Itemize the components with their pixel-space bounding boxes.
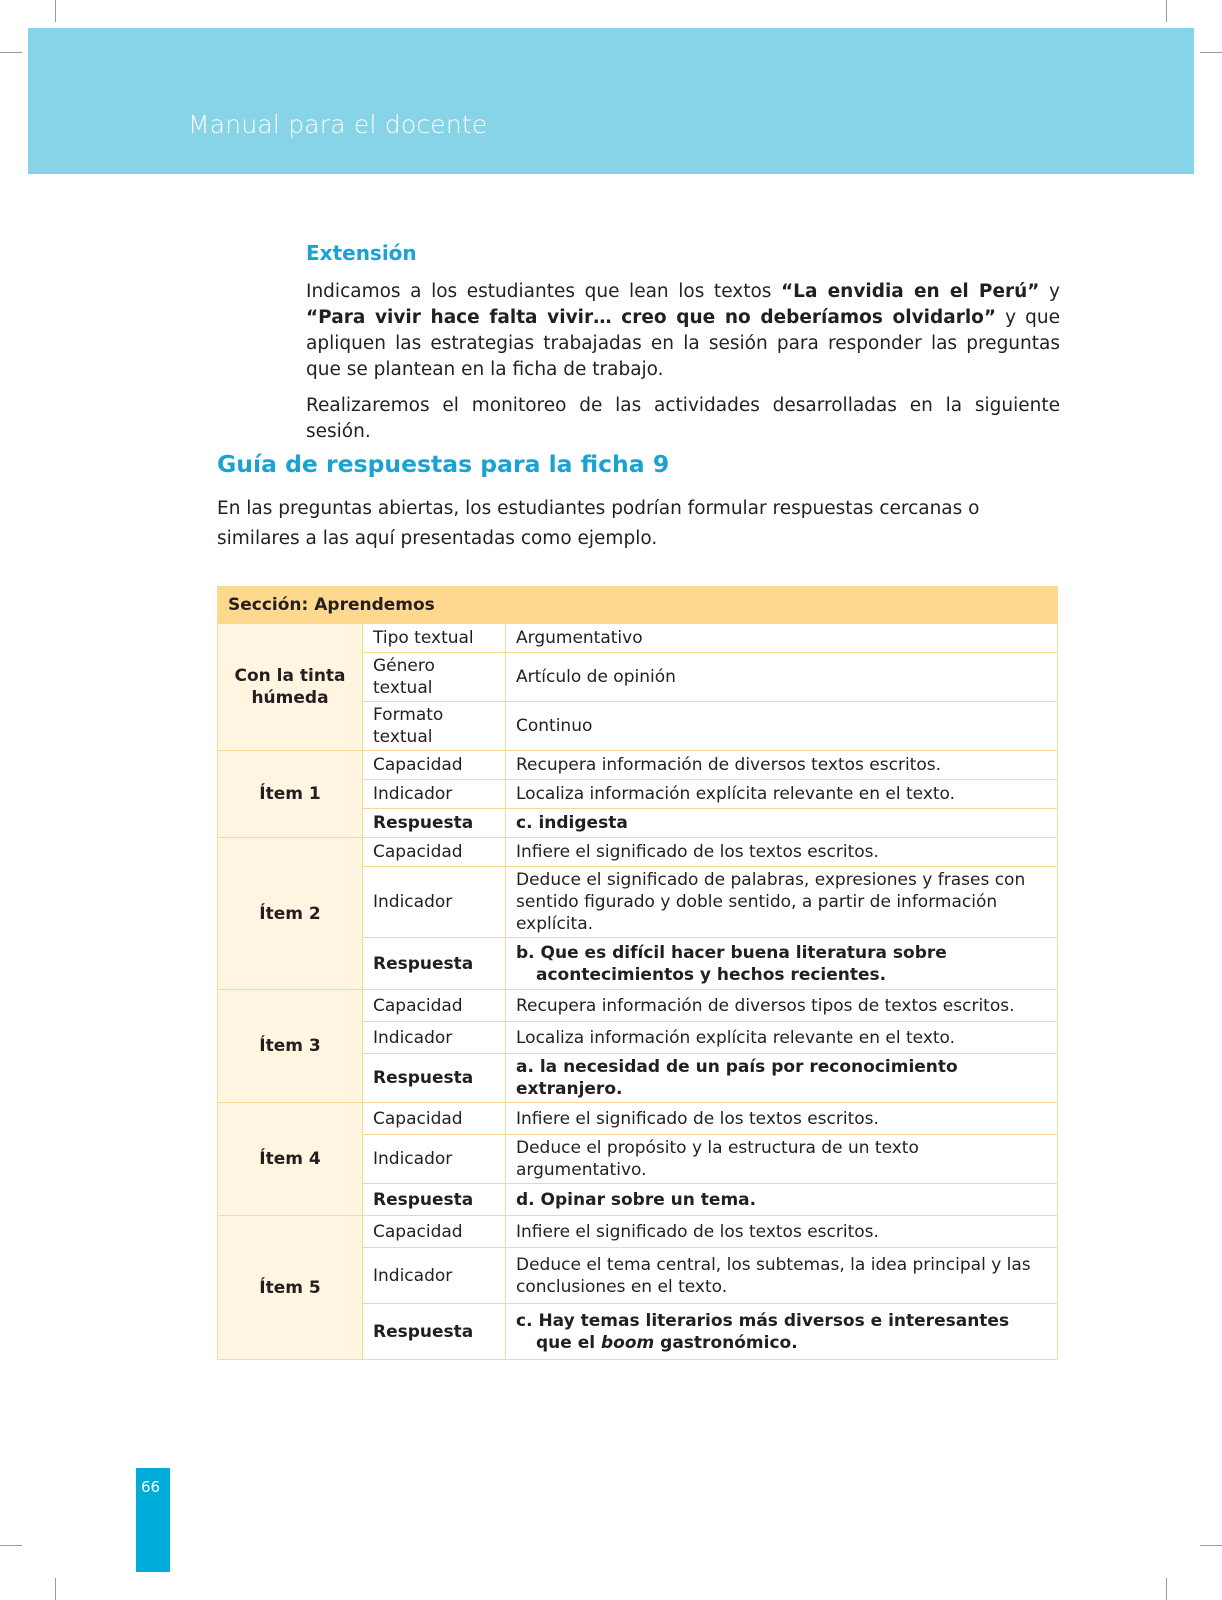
row-value: Artículo de opinión: [506, 653, 1058, 702]
text-run: gastronómico.: [654, 1332, 798, 1353]
group-label: Con la tinta húmeda: [218, 624, 363, 751]
row-key: Tipo textual: [363, 624, 506, 653]
group-label: Ítem 2: [218, 838, 363, 990]
row-key: Respuesta: [363, 938, 506, 990]
extension-paragraph: [306, 279, 1060, 383]
row-value: Recupera información de diversos textos escritos.: [506, 751, 1058, 780]
guide-intro: En las preguntas abiertas, los estudiantes podrían formular respuestas cercanas o similares a las aquí presentadas como ejemplo.: [217, 498, 980, 549]
page-number: 66: [141, 1478, 161, 1496]
answer-value: a. la necesidad de un país por reconocimiento extranjero.: [506, 1054, 1058, 1103]
row-key: Indicador: [363, 1135, 506, 1184]
crop-mark: [1166, 1578, 1167, 1600]
header-title: Manual para el docente: [188, 110, 488, 139]
text-run: Indicamos a los estudiantes que lean los textos: [306, 281, 782, 302]
group-label: Ítem 1: [218, 751, 363, 838]
table-row: [218, 751, 1058, 780]
header-band: [28, 28, 1194, 174]
crop-mark: [55, 0, 56, 22]
extension-paragraph-2: Realizaremos el monitoreo de las actividades desarrolladas en la siguiente sesión.: [306, 395, 1060, 442]
crop-mark: [1166, 0, 1167, 22]
row-value: Infiere el significado de los textos escritos.: [506, 838, 1058, 867]
table-header-row: [218, 587, 1058, 624]
crop-mark: [1200, 52, 1222, 53]
row-value: Deduce el significado de palabras, expresiones y frases con sentido figurado y doble sentido, a partir de información explícita.: [506, 867, 1058, 938]
table-row: [218, 838, 1058, 867]
row-key: Capacidad: [363, 838, 506, 867]
answer-value: c. indigesta: [506, 809, 1058, 838]
row-key: Respuesta: [363, 1184, 506, 1216]
row-key: Indicador: [363, 1248, 506, 1304]
row-value: Localiza información explícita relevante en el texto.: [506, 1022, 1058, 1054]
answer-value: [506, 1304, 1058, 1360]
table-row: [218, 1216, 1058, 1248]
row-value: Localiza información explícita relevante en el texto.: [506, 780, 1058, 809]
row-key: Género textual: [363, 653, 506, 702]
table-row: [218, 990, 1058, 1022]
text-run: c. Hay temas literarios más diversos e interesantes que el: [516, 1310, 1010, 1353]
group-label: Ítem 3: [218, 990, 363, 1103]
row-key: Indicador: [363, 867, 506, 938]
row-key: Indicador: [363, 1022, 506, 1054]
row-key: Capacidad: [363, 1216, 506, 1248]
row-key: Respuesta: [363, 809, 506, 838]
table-row: [218, 624, 1058, 653]
row-key: Respuesta: [363, 1054, 506, 1103]
text-title-2: “Para vivir hace falta vivir… creo que no deberíamos olvidarlo”: [306, 307, 997, 328]
answers-table: [217, 586, 1058, 1360]
section-header: Sección: Aprendemos: [218, 587, 1058, 624]
row-value: Continuo: [506, 702, 1058, 751]
italic-word: boom: [601, 1332, 655, 1353]
row-value: Argumentativo: [506, 624, 1058, 653]
answer-value: d. Opinar sobre un tema.: [506, 1184, 1058, 1216]
text-title-1: “La envidia en el Perú”: [781, 281, 1040, 302]
row-value: Infiere el significado de los textos escritos.: [506, 1216, 1058, 1248]
table-row: [218, 1103, 1058, 1135]
row-key: Indicador: [363, 780, 506, 809]
row-key: Capacidad: [363, 990, 506, 1022]
answer-value: b. Que es difícil hacer buena literatura sobre acontecimientos y hechos recientes.: [506, 938, 1058, 990]
row-key: Capacidad: [363, 751, 506, 780]
guide-title: Guía de respuestas para la ficha 9: [217, 450, 670, 478]
row-value: Recupera información de diversos tipos de textos escritos.: [506, 990, 1058, 1022]
crop-mark: [0, 52, 22, 53]
row-key: Capacidad: [363, 1103, 506, 1135]
text-run: y que apliquen las estrategias trabajadas en la sesión para responder las preguntas que se plantean en la ficha de trabajo.: [306, 307, 1060, 380]
row-value: Deduce el tema central, los subtemas, la idea principal y las conclusiones en el texto.: [506, 1248, 1058, 1304]
row-value: Infiere el significado de los textos escritos.: [506, 1103, 1058, 1135]
row-value: Deduce el propósito y la estructura de un texto argumentativo.: [506, 1135, 1058, 1184]
crop-mark: [1200, 1545, 1222, 1546]
row-key: Formato textual: [363, 702, 506, 751]
group-label: Ítem 4: [218, 1103, 363, 1216]
row-key: Respuesta: [363, 1304, 506, 1360]
crop-mark: [55, 1578, 56, 1600]
extension-title: Extensión: [306, 241, 417, 265]
crop-mark: [0, 1545, 22, 1546]
text-run: y: [1039, 281, 1061, 302]
group-label: Ítem 5: [218, 1216, 363, 1360]
